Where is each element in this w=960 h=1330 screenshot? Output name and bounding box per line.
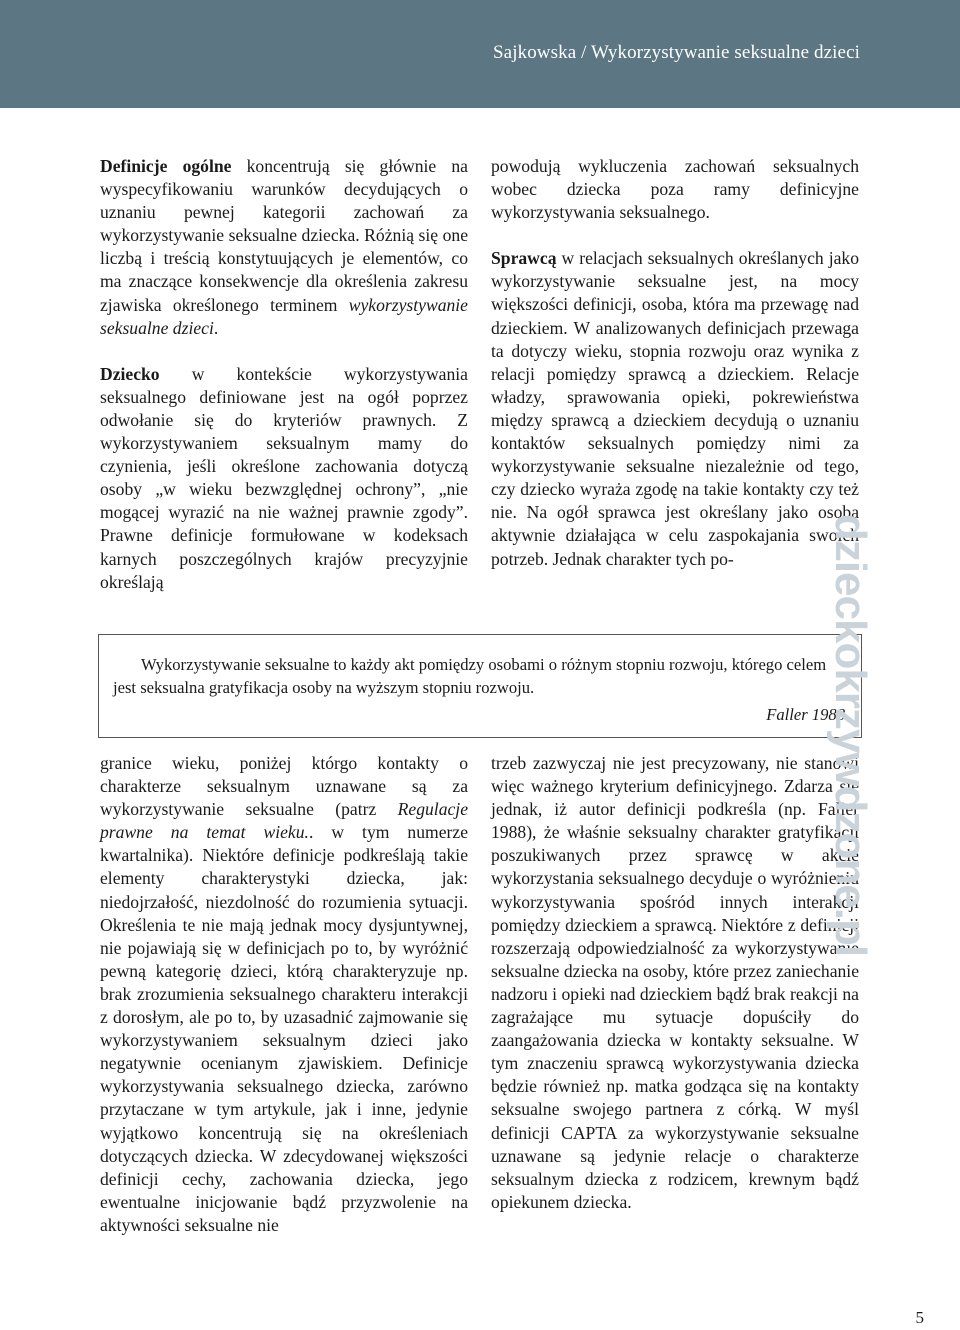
term-italic: wykorzystywanie seksualne dzieci <box>100 294 468 338</box>
paragraph-age-limits <box>100 752 468 1237</box>
page-number: 5 <box>915 1308 924 1327</box>
paragraph-continuation: powodują wykluczenia zachowań seksualnych wobec dziecka poza ramy definicyjne wykorzystywania seksualnego. <box>491 156 859 223</box>
paragraph-child <box>100 363 468 594</box>
column-top-left <box>100 155 468 594</box>
column-bottom-right <box>491 752 859 1214</box>
paragraph-text: w kontekście wykorzystywania seksualnego definiowane jest na ogół poprzez odwołanie się do kryteriów prawnych. Z wykorzystywaniem seksualnym mamy do czynienia, jeśli określone zachowania dotyczą osoby „w wieku bezwzględnej ochrony”, „nie mogącej wyrazić na nie ważnej prawnie zgody”. Prawne definicje formułowane w kodeksach karnych poszczególnych krajów precyzyjnie określają <box>100 363 468 592</box>
term-child: Dziecko <box>100 363 160 384</box>
quote-author: Faller 1988 <box>766 705 845 724</box>
quote-text: Wykorzystywanie seksualne to każdy akt pomiędzy osobami o różnym stopniu rozwoju, którego celem jest seksualna gratyfikacja osoby na wyższym stopniu rozwoju. <box>113 655 827 697</box>
reference-italic: Regulacje prawne na temat wieku. <box>100 799 468 843</box>
paragraph-text: granice wieku, poniżej którgo kontakty o charakterze seksualnym uznawane są za wykorzystywanie seksualne (patrz <box>100 753 468 820</box>
paragraph-text: koncentrują się głównie na wyspecyfikowaniu warunków decydujących o uznaniu pewnej kategorii zachowań za wykorzystywanie seksualne dziecka. Różnią się one liczbą i treścią konstytuujących je elementów, co ma znaczące konsekwencje dla określenia zakresu zjawiska określonego terminem <box>100 156 468 315</box>
paragraph-text: w relacjach seksualnych określanych jako wykorzystywanie seksualne jest, na mocy większości definicji, osoba, która ma przewagę nad dzieckiem. W analizowanych definicjach przewaga ta dotyczy wieku, stopnia rozwoju oraz wynika z relacji pomiędzy sprawcą a dzieckiem. Relacje władzy, sprawowania opieki, pokrewieństwa między sprawcą a dzieckiem decydują o uznaniu kontaktów seksualnych pomiędzy nimi za wykorzystywanie seksualne niezależnie od tego, czy dziecko wyraża zgodę na takie kontakty czy też nie. Na ogół sprawca jest określany jako osoba aktywnie działająca w celu zaspokajania swoich potrzeb. Jednak charakter tych po- <box>491 248 859 569</box>
watermark-logo: dzieckokrzywdzone.pl <box>826 513 875 957</box>
running-header-title: Sajkowska / Wykorzystywanie seksualne dzieci <box>493 42 860 63</box>
paragraph-gratification: trzeb zazwyczaj nie jest precyzowany, nie stanowi więc ważnego kryterium definicyjnego. Zdarza się jednak, iż autor definicji podkreśla (np. Faller 1988), że właśnie seksualny charakter gratyfikacji poszukiwanych przez sprawcę w akcie wykorzystania seksualnego decyduje o wyróżnieniu wykorzystywania spośród innych interakcji pomiędzy dzieckiem a sprawcą. Niektóre z definicji rozszerzają odpowiedzialność za wykorzystywanie seksualne dziecka na osoby, które przez zaniechanie nadzoru i opieki nad dzieckiem bądź brak reakcji na zagrażające mu sytuacje dopuściły do zaangażowania dziecka w kontakty seksualne. W tym znaczeniu sprawcą wykorzystywania dziecka będzie również np. matka godząca się na kontakty seksualne swojego partnera z córką. W myśl definicji CAPTA za wykorzystywanie seksualne uznawane są jedynie relacje o charakterze seksualnym dziecka z rodzicem, krewnym bądź opiekunem dziecka. <box>491 753 859 1212</box>
term-general-definitions: Definicje ogólne <box>100 156 232 176</box>
column-top-right <box>491 155 859 571</box>
paragraph-perpetrator <box>491 247 859 570</box>
paragraph-text: . w tym numerze kwartalnika). Niektóre definicje podkreślają takie elementy charakterystyki dziecka, jak: niedojrzałość, niezdolność do rozumienia sytuacji. Określenia te nie mają jednak mocy dysjuntywnej, nie pojawiają się w definicjach po to, by wyróżnić pewną kategorię dzieci, którą charakteryzuje np. brak zrozumienia seksualnego charakteru interakcji z dorosłym, ale po to, by uzasadnić zajmowanie się wykorzystywaniem seksualnym dzieci jako negatywnie ocenianym zjawiskiem. Definicje wykorzystywania seksualnego dziecka, zarówno przytaczane w tym artykule, jak i inne, jedynie wyjątkowo koncentrują się na określeniach dotyczących dziecka. W zdecydowanej większości definicji cechy, zachowania dziecka, jego ewentualne inicjowanie bądź przyzwolenie na aktywności seksualne nie <box>100 822 468 1235</box>
paragraph-general-definitions <box>100 155 468 340</box>
paragraph-text: . <box>213 317 219 338</box>
term-perpetrator: Sprawcą <box>491 248 557 269</box>
column-bottom-left <box>100 752 468 1237</box>
page-header-band <box>0 0 960 108</box>
definition-quote-box <box>98 634 862 738</box>
